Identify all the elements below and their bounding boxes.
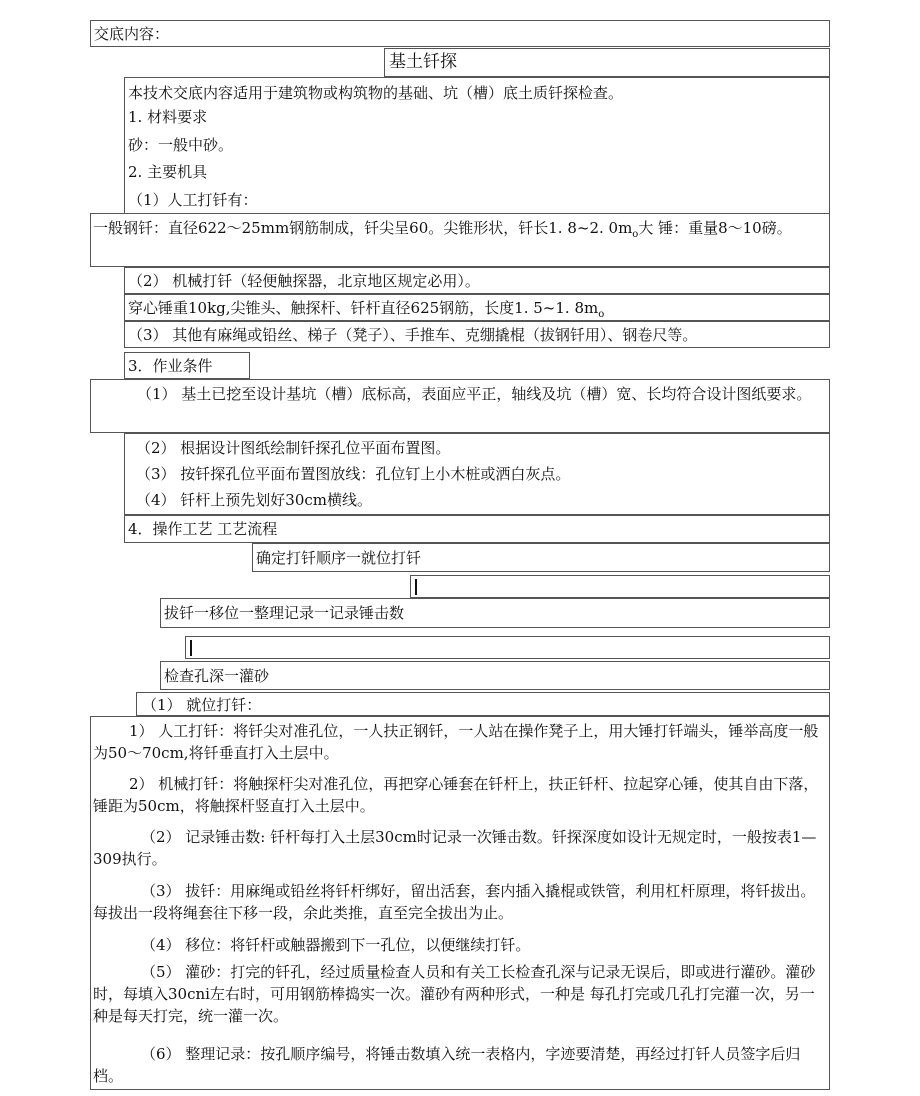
step-6-records: （6） 整理记录：按孔顺序编号，将锤击数填入统一表格内，字迹要清楚，再经过打钎人员签字后归档。 bbox=[93, 1045, 801, 1085]
flow-arrow-bar-1 bbox=[415, 579, 417, 595]
section-1-heading: 1. 材料要求 bbox=[128, 108, 208, 126]
machine-drill-text bbox=[128, 297, 604, 326]
condition-2: （2） 根据设计图纸绘制钎探孔位平面布置图。 bbox=[136, 439, 451, 457]
step-2-record: （2） 记录锤击数: 钎杆每打入土层30cm时记录一次锤击数。钎探深度如设计无规定时，一般按表1—309执行。 bbox=[93, 828, 817, 868]
condition-1: （1） 基土已挖至设计基坑（槽）底标高，表面应平正，轴线及坑（槽）宽、长均符合设计图纸要求。 bbox=[137, 385, 812, 403]
header-box bbox=[90, 20, 830, 47]
step-1-machine: 2） 机械打钎：将触探杆尖对准孔位，再把穿心锤套在钎杆上，扶正钎杆、拉起穿心锤，使其自由下落，锤距为50cm，将触探杆竖直打入土层中。 bbox=[93, 775, 819, 815]
machine-drill-main: 穿心锤重10kg,尖锥头、触探杆、钎杆直径625钢筋，长度1. 5~1. 8m bbox=[128, 299, 599, 317]
section-3-heading: 3．作业条件 bbox=[128, 357, 213, 375]
document-title: 基土钎探 bbox=[389, 52, 457, 72]
manual-drill-sub: o bbox=[632, 229, 639, 240]
manual-drill-text bbox=[93, 217, 827, 246]
flow-step-3: 检查孔深一灌砂 bbox=[164, 667, 270, 685]
other-tools-text: （3） 其他有麻绳或铅丝、梯子（凳子）、手推车、克绷撬棍（拔钢钎用）、钢卷尺等。 bbox=[128, 326, 698, 344]
section-2-heading: 2. 主要机具 bbox=[128, 163, 208, 181]
flow-step-2: 拔钎一移位一整理记录一记录锤击数 bbox=[164, 604, 405, 622]
flow-bar1-box bbox=[410, 575, 830, 598]
flow-bar2-box bbox=[185, 636, 830, 659]
step-3-pull: （3） 拔钎：用麻绳或铅丝将钎杆绑好，留出活套，套内插入撬棍或铁管，利用杠杆原理，将钎拔出。每拔出一段将绳套往下移一段，余此类推，直至完全拔出为止。 bbox=[93, 882, 816, 922]
flow-step-1: 确定打钎顺序一就位打钎 bbox=[256, 549, 422, 567]
intro-text: 本技术交底内容适用于建筑物或构筑物的基础、坑（槽）底土质钎探检查。 bbox=[128, 84, 624, 102]
section-4-heading: 4．操作工艺 工艺流程 bbox=[128, 520, 278, 538]
step-4-move: （4） 移位：将钎杆或触器搬到下一孔位，以便继续打钎。 bbox=[141, 936, 531, 954]
flow-arrow-bar-2 bbox=[190, 640, 192, 656]
condition-4: （4） 钎杆上预先划好30cm横线。 bbox=[136, 491, 373, 509]
step-5-sand: （5） 灌砂：打完的钎孔，经过质量检查人员和有关工长检查孔深与记录无误后，即或进行灌砂。灌砂时，每填入30cni左右时，可用钢筋棒捣实一次。灌砂有两种形式，一种是 每孔打完或几孔打完灌一次，另一种是每天打完，统一灌一次。 bbox=[93, 963, 816, 1025]
sand-text: 砂：一般中砂。 bbox=[128, 136, 234, 154]
condition-3: （3） 按钎探孔位平面布置图放线：孔位钉上小木桩或洒白灰点。 bbox=[136, 465, 571, 483]
step-1-manual: 1） 人工打钎：将钎尖对准孔位，一人扶正钢钎，一人站在操作凳子上，用大锤打钎端头，锤举高度一般为50〜70cm,将钎垂直打入土层中。 bbox=[93, 722, 819, 762]
step-1-heading: （1） 就位打钎： bbox=[142, 696, 262, 714]
machine-drill-sub: o bbox=[598, 309, 605, 320]
manual-drill-main: 一般钢钎：直径622〜25mm钢筋制成，钎尖呈60。尖锥形状，钎长1. 8~2. 0m bbox=[93, 219, 633, 237]
header-label: 交底内容： bbox=[94, 25, 170, 43]
manual-drill-rest: 大 锤：重量8〜10磅。 bbox=[638, 219, 792, 237]
manual-drill-heading: （1）人工打钎有： bbox=[128, 191, 258, 209]
machine-drill-heading: （2） 机械打钎（轻便触探器，北京地区规定必用）。 bbox=[128, 272, 480, 290]
